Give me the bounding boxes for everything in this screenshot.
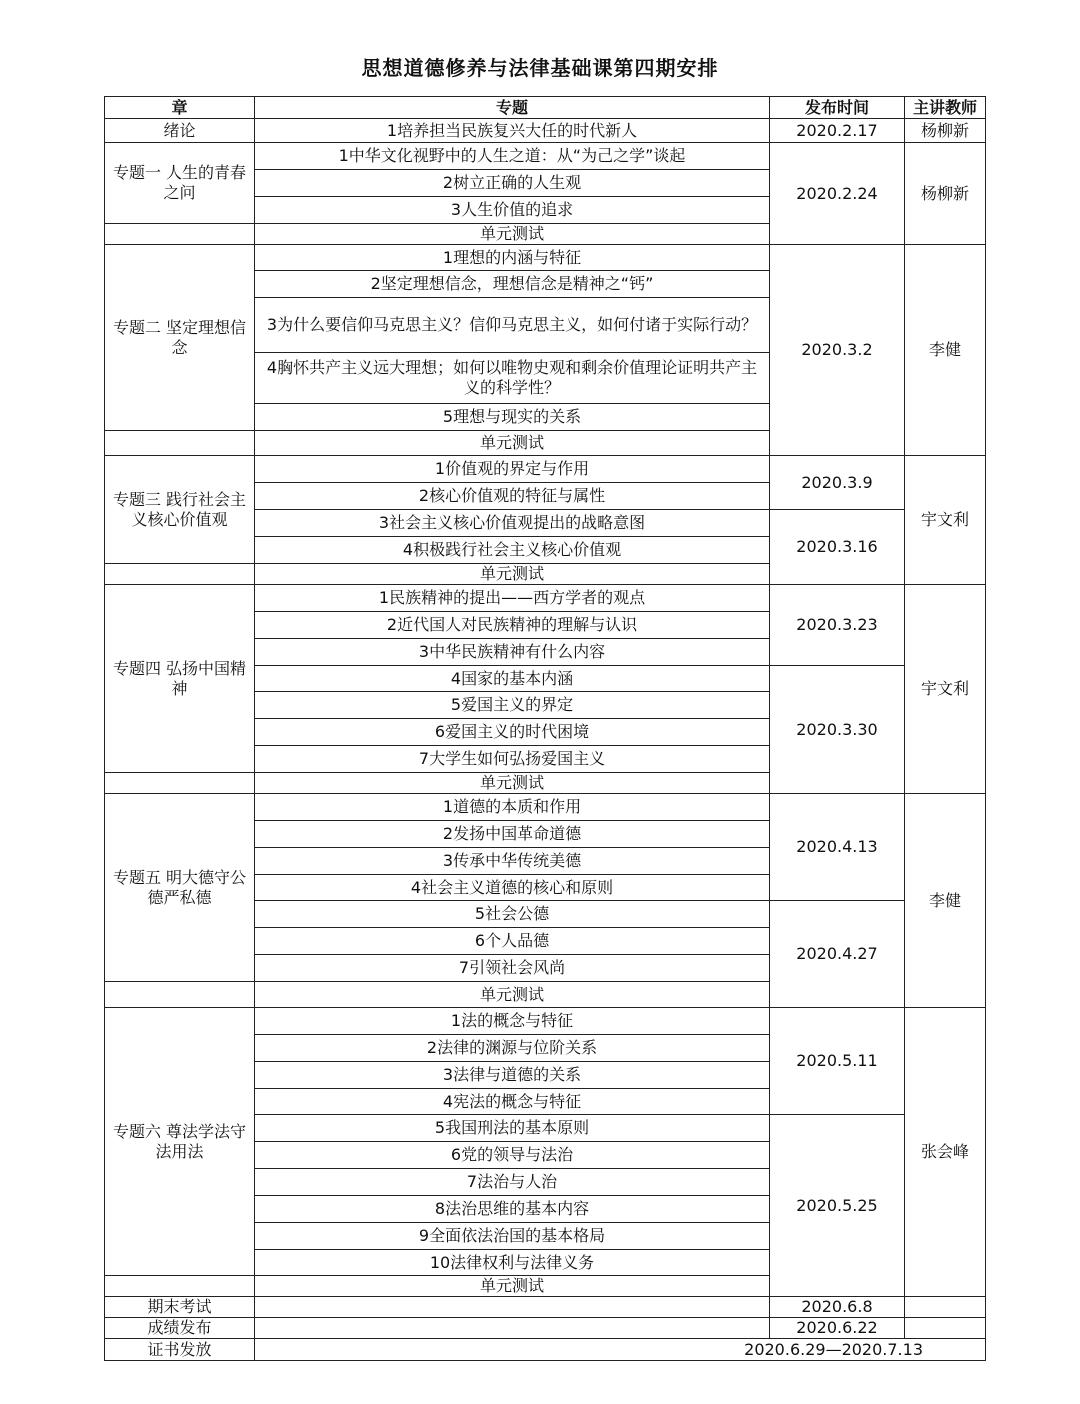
chapter-cell: 专题一 人生的青春之问 bbox=[105, 143, 255, 224]
topic-cell: 3为什么要信仰马克思主义？信仰马克思主义，如何付诸于实际行动？ bbox=[255, 298, 770, 353]
topic-cell: 1培养担当民族复兴大任的时代新人 bbox=[255, 119, 770, 143]
header-date: 发布时间 bbox=[770, 97, 905, 119]
topic-cell: 5社会公德 bbox=[255, 901, 770, 928]
header-row bbox=[105, 97, 986, 119]
table-row bbox=[105, 119, 986, 143]
topic-cell: 3传承中华传统美德 bbox=[255, 848, 770, 875]
table-row bbox=[105, 143, 986, 170]
header-topic: 专题 bbox=[255, 97, 770, 119]
date-cell: 2020.2.17 bbox=[770, 119, 905, 143]
topic-cell: 3社会主义核心价值观提出的战略意图 bbox=[255, 510, 770, 537]
date-cell: 2020.2.24 bbox=[770, 143, 905, 245]
chapter-cell-empty bbox=[105, 564, 255, 585]
topic-cell: 2发扬中国革命道德 bbox=[255, 821, 770, 848]
teacher-cell: 李健 bbox=[905, 245, 986, 456]
topic-cell: 4国家的基本内涵 bbox=[255, 666, 770, 692]
empty-cell bbox=[905, 1297, 986, 1318]
topic-cell: 2近代国人对民族精神的理解与认识 bbox=[255, 612, 770, 639]
topic-cell: 2树立正确的人生观 bbox=[255, 170, 770, 197]
chapter-cell: 专题六 尊法学法守法用法 bbox=[105, 1008, 255, 1276]
topic-cell: 6党的领导与法治 bbox=[255, 1142, 770, 1169]
table-row bbox=[105, 585, 986, 612]
topic-cell: 1理想的内涵与特征 bbox=[255, 245, 770, 271]
chapter-cell-empty bbox=[105, 224, 255, 245]
topic-cell: 4积极践行社会主义核心价值观 bbox=[255, 537, 770, 564]
table-row bbox=[105, 1318, 986, 1339]
final-date-cell: 2020.6.8 bbox=[770, 1297, 905, 1318]
table-row bbox=[105, 456, 986, 483]
final-date-range-cell: 2020.6.29—2020.7.13 bbox=[255, 1339, 986, 1361]
date-cell: 2020.3.30 bbox=[770, 666, 905, 794]
final-label-cell: 期末考试 bbox=[105, 1297, 255, 1318]
table-row bbox=[105, 245, 986, 271]
topic-cell: 1法的概念与特征 bbox=[255, 1008, 770, 1035]
topic-cell: 2法律的渊源与位阶关系 bbox=[255, 1035, 770, 1062]
chapter-cell: 专题五 明大德守公德严私德 bbox=[105, 794, 255, 982]
topic-cell: 1道德的本质和作用 bbox=[255, 794, 770, 821]
date-cell: 2020.5.11 bbox=[770, 1008, 905, 1115]
date-cell: 2020.4.27 bbox=[770, 901, 905, 1008]
date-cell: 2020.3.16 bbox=[770, 510, 905, 585]
empty-cell bbox=[905, 1318, 986, 1339]
table-row bbox=[105, 794, 986, 821]
teacher-cell: 杨柳新 bbox=[905, 143, 986, 245]
date-cell: 2020.3.9 bbox=[770, 456, 905, 510]
topic-cell: 7法治与人治 bbox=[255, 1169, 770, 1196]
topic-cell: 5理想与现实的关系 bbox=[255, 404, 770, 431]
unit-test-cell: 单元测试 bbox=[255, 982, 770, 1008]
topic-cell: 3人生价值的追求 bbox=[255, 197, 770, 224]
header-teacher: 主讲教师 bbox=[905, 97, 986, 119]
topic-cell: 8法治思维的基本内容 bbox=[255, 1196, 770, 1223]
topic-cell: 6爱国主义的时代困境 bbox=[255, 719, 770, 746]
topic-cell: 1价值观的界定与作用 bbox=[255, 456, 770, 483]
topic-cell: 2核心价值观的特征与属性 bbox=[255, 483, 770, 510]
final-label-cell: 成绩发布 bbox=[105, 1318, 255, 1339]
topic-cell: 10法律权利与法律义务 bbox=[255, 1250, 770, 1276]
empty-cell bbox=[255, 1318, 770, 1339]
chapter-cell-empty bbox=[105, 1276, 255, 1297]
topic-cell: 4宪法的概念与特征 bbox=[255, 1089, 770, 1115]
topic-cell: 9全面依法治国的基本格局 bbox=[255, 1223, 770, 1250]
unit-test-cell: 单元测试 bbox=[255, 773, 770, 794]
topic-cell: 7引领社会风尚 bbox=[255, 955, 770, 982]
topic-cell: 7大学生如何弘扬爱国主义 bbox=[255, 746, 770, 773]
unit-test-cell: 单元测试 bbox=[255, 431, 770, 456]
date-cell: 2020.5.25 bbox=[770, 1115, 905, 1297]
topic-cell: 5我国刑法的基本原则 bbox=[255, 1115, 770, 1142]
table-row bbox=[105, 1339, 986, 1361]
unit-test-cell: 单元测试 bbox=[255, 224, 770, 245]
topic-cell: 1中华文化视野中的人生之道：从“为己之学”谈起 bbox=[255, 143, 770, 170]
topic-cell: 6个人品德 bbox=[255, 928, 770, 955]
final-date-cell: 2020.6.22 bbox=[770, 1318, 905, 1339]
topic-cell: 3中华民族精神有什么内容 bbox=[255, 639, 770, 666]
date-cell: 2020.3.2 bbox=[770, 245, 905, 456]
chapter-cell-empty bbox=[105, 431, 255, 456]
chapter-cell: 专题四 弘扬中国精神 bbox=[105, 585, 255, 773]
topic-cell: 4胸怀共产主义远大理想；如何以唯物史观和剩余价值理论证明共产主义的科学性？ bbox=[255, 353, 770, 404]
topic-cell: 4社会主义道德的核心和原则 bbox=[255, 875, 770, 901]
chapter-cell-empty bbox=[105, 982, 255, 1008]
teacher-cell: 张会峰 bbox=[905, 1008, 986, 1297]
chapter-cell: 专题二 坚定理想信念 bbox=[105, 245, 255, 431]
table-row bbox=[105, 1297, 986, 1318]
topic-cell: 2坚定理想信念，理想信念是精神之“钙” bbox=[255, 271, 770, 298]
page-title: 思想道德修养与法律基础课第四期安排 bbox=[361, 56, 719, 80]
empty-cell bbox=[255, 1297, 770, 1318]
date-cell: 2020.4.13 bbox=[770, 794, 905, 901]
teacher-cell: 杨柳新 bbox=[905, 119, 986, 143]
topic-cell: 3法律与道德的关系 bbox=[255, 1062, 770, 1089]
chapter-cell: 绪论 bbox=[105, 119, 255, 143]
topic-cell: 5爱国主义的界定 bbox=[255, 692, 770, 719]
unit-test-cell: 单元测试 bbox=[255, 1276, 770, 1297]
chapter-cell-empty bbox=[105, 773, 255, 794]
date-cell: 2020.3.23 bbox=[770, 585, 905, 666]
chapter-cell: 专题三 践行社会主义核心价值观 bbox=[105, 456, 255, 564]
topic-cell: 1民族精神的提出——西方学者的观点 bbox=[255, 585, 770, 612]
final-label-cell: 证书发放 bbox=[105, 1339, 255, 1361]
unit-test-cell: 单元测试 bbox=[255, 564, 770, 585]
teacher-cell: 宇文利 bbox=[905, 585, 986, 794]
schedule-table bbox=[104, 96, 986, 1361]
teacher-cell: 李健 bbox=[905, 794, 986, 1008]
header-chapter: 章 bbox=[105, 97, 255, 119]
teacher-cell: 宇文利 bbox=[905, 456, 986, 585]
table-row bbox=[105, 1008, 986, 1035]
